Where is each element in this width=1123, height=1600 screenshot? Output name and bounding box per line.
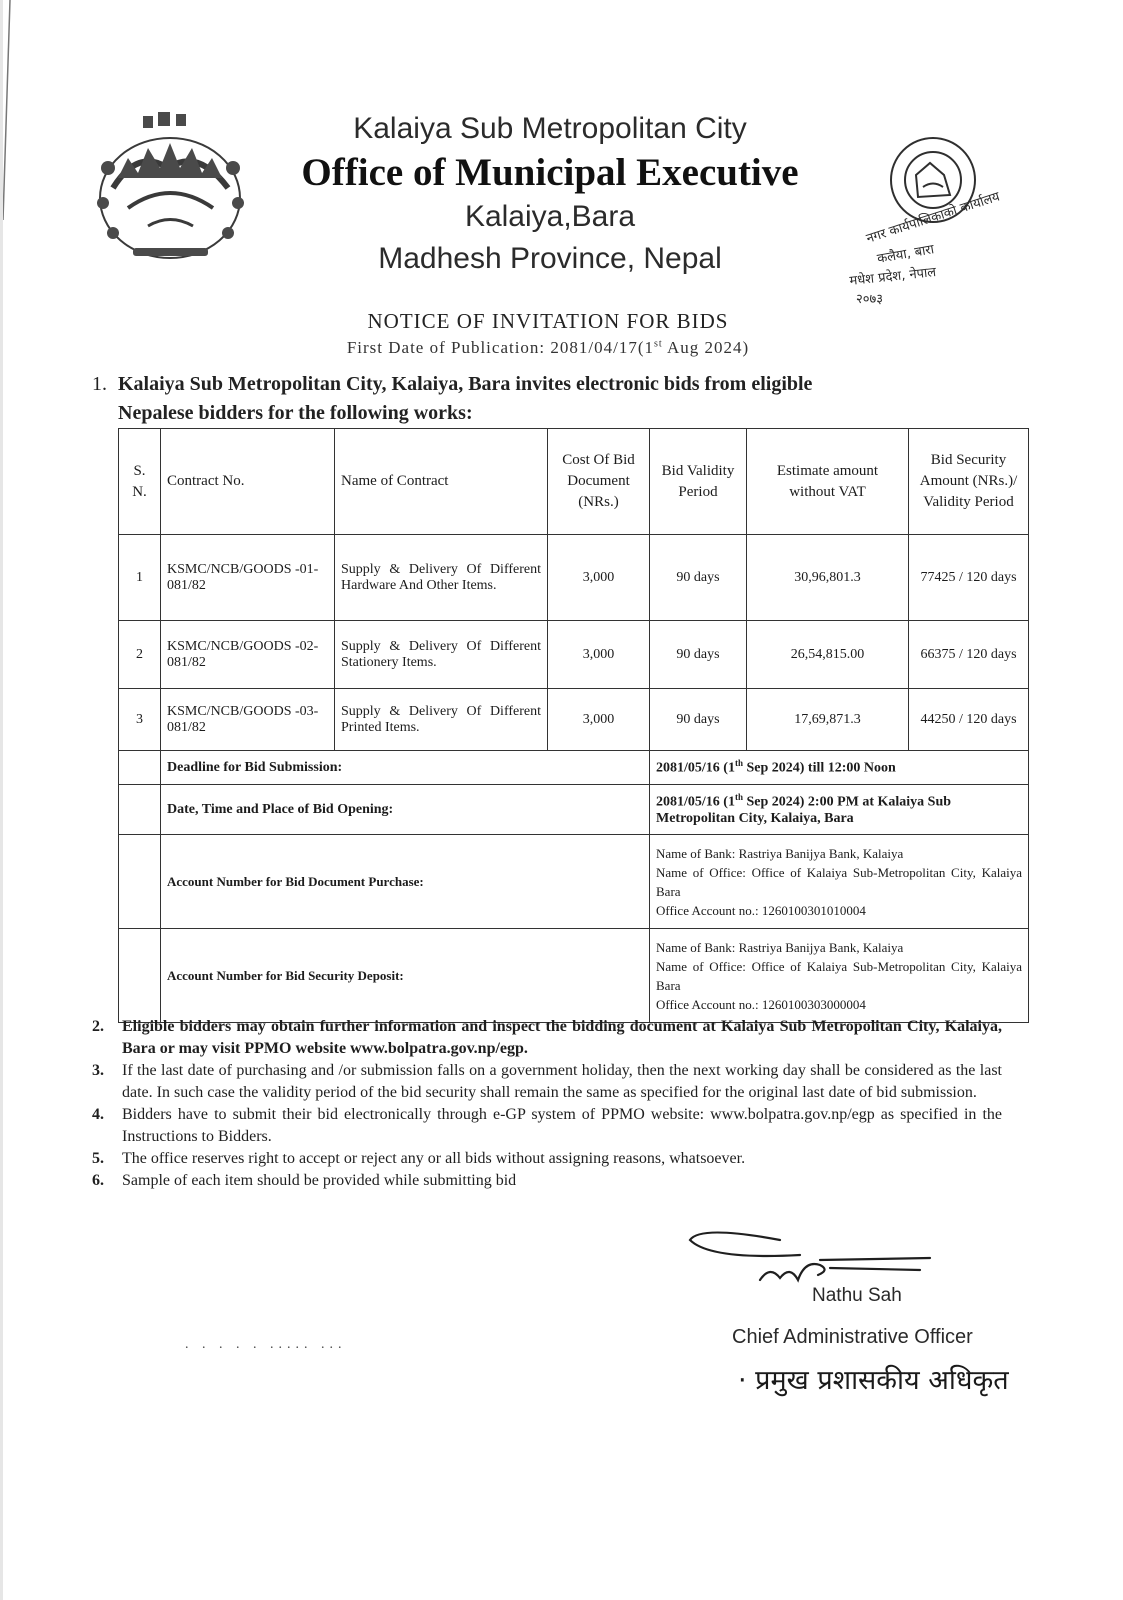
- notice-title: NOTICE OF INVITATION FOR BIDS: [367, 309, 729, 333]
- row-estimate: 17,69,871.3: [747, 689, 909, 751]
- row-cost: 3,000: [548, 621, 650, 689]
- row-security: 66375 / 120 days: [909, 621, 1029, 689]
- purchase-bank: Name of Bank: Rastriya Banijya Bank, Kalaiya: [656, 845, 904, 861]
- row-cost: 3,000: [548, 535, 650, 621]
- header-name-of-contract: Name of Contract: [335, 429, 548, 535]
- signatory-title-nepali: · प्रमुख प्रशासकीय अधिकृत: [738, 1365, 1009, 1396]
- table-row: [119, 689, 1029, 751]
- publication-date: First Date of Publication: 2081/04/17(1st Aug 2024): [346, 338, 750, 357]
- row-cost: 3,000: [548, 689, 650, 751]
- row-validity: 90 days: [650, 621, 747, 689]
- deadline-label: Deadline for Bid Submission:: [161, 751, 650, 785]
- row-sn: 3: [119, 689, 161, 751]
- list-item: 3. If the last date of purchasing and /or submission falls on a government holiday, then the next working day shall be considered as the last date. In such case the validity period of the bid security shall remain the same as specified for the original last date of bid submission.: [92, 1062, 1002, 1101]
- signatory-title: Chief Administrative Officer: [732, 1326, 973, 1348]
- table-row: [119, 535, 1029, 621]
- header-cost: Cost Of Bid Document (NRs.): [548, 429, 650, 535]
- row-contract-name: Supply & Delivery Of Different Stationery Items.: [335, 621, 548, 689]
- header-contract-no: Contract No.: [161, 429, 335, 535]
- header-sn: S. N.: [119, 429, 161, 535]
- city-name: Kalaiya Sub Metropolitan City: [353, 112, 747, 145]
- row-validity: 90 days: [650, 535, 747, 621]
- seal-year: २०७३: [856, 292, 884, 307]
- seal-line2: कलैया, बारा: [876, 242, 936, 267]
- district-name: Kalaiya,Bara: [464, 200, 636, 233]
- row-contract-no: KSMC/NCB/GOODS -03-081/82: [161, 689, 335, 751]
- row-sn: 2: [119, 621, 161, 689]
- deadline-value: 2081/05/16 (1th Sep 2024) till 12:00 Noon: [650, 751, 1029, 785]
- row-validity: 90 days: [650, 689, 747, 751]
- deadline-row: [119, 751, 1029, 785]
- intro-number: 1.: [92, 373, 107, 395]
- deposit-account-row: [119, 929, 1029, 1023]
- row-contract-no: KSMC/NCB/GOODS -01-081/82: [161, 535, 335, 621]
- seal-line3: मधेश प्रदेश, नेपाल: [848, 264, 937, 289]
- list-item: 6. Sample of each item should be provided while submitting bid: [92, 1172, 517, 1189]
- purchase-office: Name of Office: Office of Kalaiya Sub-Metropolitan City, Kalaiya Bara: [656, 864, 1022, 899]
- seal-line1: नगर कार्यपालिकाको कार्यालय: [864, 189, 1002, 247]
- notice-points: [92, 1016, 1002, 1192]
- intro-paragraph: [92, 370, 942, 428]
- list-item: 5. The office reserves right to accept or reject any or all bids without assigning reasons, whatsoever.: [92, 1150, 746, 1167]
- header-validity: Bid Validity Period: [650, 429, 747, 535]
- purchase-account-row: [119, 835, 1029, 929]
- purchase-account-value: [650, 835, 1029, 929]
- intro-line2: Nepalese bidders for the following works:: [118, 402, 473, 424]
- row-contract-name: Supply & Delivery Of Different Hardware And Other Items.: [335, 535, 548, 621]
- row-estimate: 30,96,801.3: [747, 535, 909, 621]
- row-contract-no: KSMC/NCB/GOODS -02-081/82: [161, 621, 335, 689]
- signatory-name: Nathu Sah: [812, 1285, 902, 1306]
- opening-label: Date, Time and Place of Bid Opening:: [161, 785, 650, 835]
- deposit-account-value: [650, 929, 1029, 1023]
- deposit-account-no: Office Account no.: 1260100303000004: [656, 996, 866, 1012]
- list-item: 2. Eligible bidders may obtain further information and inspect the bidding document at Kalaiya Sub Metropolitan City, Kalaiya, Bara or may visit PPMO website www.bolpatra.gov.np/egp.: [92, 1018, 1002, 1057]
- purchase-account-no: Office Account no.: 1260100301010004: [656, 902, 866, 918]
- deposit-bank: Name of Bank: Rastriya Banijya Bank, Kalaiya: [656, 939, 904, 955]
- province-name: Madhesh Province, Nepal: [378, 242, 722, 275]
- bids-table: [118, 428, 1029, 1023]
- purchase-account-label: Account Number for Bid Document Purchase:: [161, 835, 650, 929]
- header-estimate: Estimate amount without VAT: [747, 429, 909, 535]
- row-contract-name: Supply & Delivery Of Different Printed Items.: [335, 689, 548, 751]
- opening-row: [119, 785, 1029, 835]
- list-item: 4. Bidders have to submit their bid electronically through e-GP system of PPMO website: www.bolpatra.gov.np/egp as specified in the Instructions to Bidders.: [92, 1106, 1002, 1145]
- decorative-dots: . . . . . ..... ...: [185, 1337, 347, 1352]
- row-security: 44250 / 120 days: [909, 689, 1029, 751]
- office-title: Office of Municipal Executive: [301, 151, 799, 194]
- table-header-row: [119, 429, 1029, 535]
- intro-line1: Kalaiya Sub Metropolitan City, Kalaiya, Bara invites electronic bids from eligible: [118, 373, 813, 395]
- opening-value: 2081/05/16 (1th Sep 2024) 2:00 PM at Kalaiya Sub Metropolitan City, Kalaiya, Bara: [650, 785, 1029, 835]
- deposit-account-label: Account Number for Bid Security Deposit:: [161, 929, 650, 1023]
- row-estimate: 26,54,815.00: [747, 621, 909, 689]
- paper-edge: [0, 0, 14, 1600]
- official-seal-stamp: [838, 125, 1008, 310]
- row-security: 77425 / 120 days: [909, 535, 1029, 621]
- deposit-office: Name of Office: Office of Kalaiya Sub-Metropolitan City, Kalaiya Bara: [656, 958, 1022, 993]
- table-row: [119, 621, 1029, 689]
- handwritten-signature: [680, 1220, 960, 1295]
- row-sn: 1: [119, 535, 161, 621]
- header-security: Bid Security Amount (NRs.)/ Validity Period: [909, 429, 1029, 535]
